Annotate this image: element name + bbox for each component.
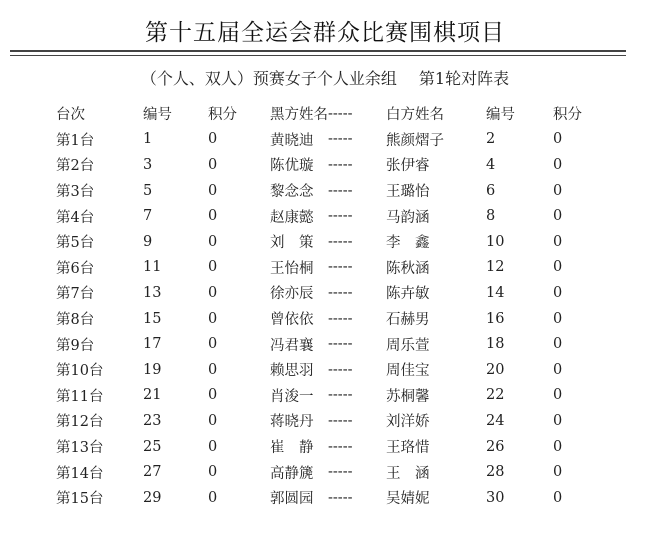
cell-separator: -----: [328, 208, 353, 225]
cell-black-no: 19: [143, 361, 162, 378]
table-body: [56, 127, 593, 511]
header-black-name: 黑方姓名: [270, 107, 328, 124]
cell-white-pts: 0: [553, 464, 563, 481]
cell-board: 第11台: [56, 388, 104, 405]
cell-white-name: 吴婧妮: [386, 491, 430, 508]
cell-board: 第4台: [56, 209, 95, 226]
table-row: [56, 434, 593, 460]
cell-white-pts: 0: [553, 233, 563, 250]
document-subtitle: [0, 66, 650, 89]
cell-white-pts: 0: [553, 387, 563, 404]
cell-separator: -----: [328, 259, 353, 276]
cell-white-name: 周佳宝: [386, 363, 430, 380]
cell-black-no: 17: [143, 336, 162, 353]
cell-white-name: 周乐萱: [386, 337, 430, 354]
cell-board: 第13台: [56, 440, 104, 457]
cell-white-pts: 0: [553, 438, 563, 455]
cell-black-name: 崔 静: [270, 440, 314, 457]
cell-white-no: 24: [486, 412, 505, 429]
cell-board: 第6台: [56, 260, 95, 277]
cell-separator: -----: [328, 489, 353, 506]
cell-black-pts: 0: [208, 464, 218, 481]
cell-white-pts: 0: [553, 336, 563, 353]
cell-black-name: 黎念念: [270, 184, 314, 201]
cell-black-pts: 0: [208, 387, 218, 404]
cell-white-name: 王 涵: [386, 465, 430, 482]
cell-white-pts: 0: [553, 208, 563, 225]
table-row: [56, 255, 593, 281]
cell-white-pts: 0: [553, 156, 563, 173]
header-white-pts: 积分: [553, 107, 582, 124]
cell-black-pts: 0: [208, 438, 218, 455]
table-row: [56, 357, 593, 383]
cell-black-name: 王怡桐: [270, 260, 314, 277]
cell-black-name: 赖思羽: [270, 363, 314, 380]
cell-black-no: 23: [143, 412, 162, 429]
cell-black-pts: 0: [208, 310, 218, 327]
table-row: [56, 203, 593, 229]
cell-black-pts: 0: [208, 489, 218, 506]
cell-white-pts: 0: [553, 284, 563, 301]
cell-white-no: 22: [486, 387, 505, 404]
cell-board: 第9台: [56, 337, 95, 354]
cell-white-no: 10: [486, 233, 505, 250]
header-separator: -----: [328, 105, 353, 122]
table-row: [56, 485, 593, 511]
cell-white-name: 陈卉敏: [386, 286, 430, 303]
cell-white-pts: 0: [553, 259, 563, 276]
cell-black-no: 1: [143, 131, 153, 148]
cell-black-pts: 0: [208, 208, 218, 225]
cell-separator: -----: [328, 361, 353, 378]
cell-white-name: 熊颜熠子: [386, 132, 444, 149]
cell-separator: -----: [328, 131, 353, 148]
cell-black-no: 13: [143, 284, 162, 301]
title-rule-thin: [10, 55, 626, 56]
cell-white-name: 王璐怡: [386, 184, 430, 201]
title-rule-thick: [10, 50, 626, 52]
cell-white-no: 20: [486, 361, 505, 378]
cell-white-pts: 0: [553, 182, 563, 199]
cell-separator: -----: [328, 284, 353, 301]
cell-black-pts: 0: [208, 361, 218, 378]
cell-black-no: 15: [143, 310, 162, 327]
cell-black-name: 黄晓迪: [270, 132, 314, 149]
cell-separator: -----: [328, 464, 353, 481]
cell-white-no: 8: [486, 208, 496, 225]
cell-white-no: 12: [486, 259, 505, 276]
cell-black-pts: 0: [208, 259, 218, 276]
cell-black-no: 29: [143, 489, 162, 506]
table-header-row: [56, 101, 593, 127]
cell-black-name: 冯君襄: [270, 337, 314, 354]
cell-board: 第2台: [56, 158, 95, 175]
cell-board: 第7台: [56, 286, 95, 303]
cell-white-name: 刘洋娇: [386, 414, 430, 431]
cell-black-name: 曾依依: [270, 312, 314, 329]
cell-black-name: 郭圆园: [270, 491, 314, 508]
header-black-no: 编号: [143, 107, 172, 124]
table-row: [56, 331, 593, 357]
cell-black-name: 高静篪: [270, 465, 314, 482]
cell-black-pts: 0: [208, 336, 218, 353]
cell-black-no: 11: [143, 259, 162, 276]
cell-black-no: 5: [143, 182, 153, 199]
cell-board: 第14台: [56, 465, 104, 482]
subtitle-round: 第1轮对阵表: [418, 69, 510, 88]
cell-white-no: 26: [486, 438, 505, 455]
cell-black-pts: 0: [208, 412, 218, 429]
cell-separator: -----: [328, 182, 353, 199]
cell-separator: -----: [328, 233, 353, 250]
cell-black-pts: 0: [208, 156, 218, 173]
cell-white-no: 4: [486, 156, 496, 173]
cell-black-name: 徐亦辰: [270, 286, 314, 303]
cell-black-no: 7: [143, 208, 153, 225]
cell-black-name: 赵康懿: [270, 209, 314, 226]
cell-white-no: 30: [486, 489, 505, 506]
cell-white-pts: 0: [553, 131, 563, 148]
cell-black-pts: 0: [208, 233, 218, 250]
table-row: [56, 229, 593, 255]
table-row: [56, 459, 593, 485]
table-row: [56, 306, 593, 332]
cell-board: 第12台: [56, 414, 104, 431]
header-white-name: 白方姓名: [386, 107, 444, 124]
cell-white-name: 王珞惜: [386, 440, 430, 457]
cell-board: 第10台: [56, 363, 104, 380]
cell-separator: -----: [328, 412, 353, 429]
cell-black-pts: 0: [208, 284, 218, 301]
table-row: [56, 178, 593, 204]
document-title: 第十五届全运会群众比赛围棋项目: [145, 20, 505, 46]
cell-separator: -----: [328, 156, 353, 173]
cell-white-no: 14: [486, 284, 505, 301]
cell-board: 第3台: [56, 184, 95, 201]
table-row: [56, 280, 593, 306]
cell-board: 第1台: [56, 132, 95, 149]
header-white-no: 编号: [486, 107, 515, 124]
header-board: 台次: [56, 107, 85, 124]
cell-white-no: 18: [486, 336, 505, 353]
cell-white-name: 马韵涵: [386, 209, 430, 226]
cell-black-name: 陈优璇: [270, 158, 314, 175]
cell-white-no: 6: [486, 182, 496, 199]
cell-white-name: 石赫男: [386, 312, 430, 329]
cell-black-no: 9: [143, 233, 153, 250]
cell-white-pts: 0: [553, 310, 563, 327]
cell-white-pts: 0: [553, 489, 563, 506]
cell-white-no: 16: [486, 310, 505, 327]
cell-white-pts: 0: [553, 412, 563, 429]
cell-white-pts: 0: [553, 361, 563, 378]
header-black-pts: 积分: [208, 107, 237, 124]
cell-white-no: 28: [486, 464, 505, 481]
subtitle-group: （个人、双人）预赛女子个人业余组: [140, 69, 397, 88]
cell-black-name: 蒋晓丹: [270, 414, 314, 431]
cell-black-name: 肖浚一: [270, 388, 314, 405]
cell-white-name: 李 鑫: [386, 235, 430, 252]
cell-board: 第5台: [56, 235, 95, 252]
table-row: [56, 383, 593, 409]
cell-white-name: 陈秋涵: [386, 260, 430, 277]
cell-white-name: 苏桐馨: [386, 388, 430, 405]
cell-board: 第8台: [56, 312, 95, 329]
table-row: [56, 152, 593, 178]
cell-black-pts: 0: [208, 182, 218, 199]
table-row: [56, 127, 593, 153]
cell-separator: -----: [328, 387, 353, 404]
cell-separator: -----: [328, 310, 353, 327]
cell-black-no: 27: [143, 464, 162, 481]
cell-separator: -----: [328, 336, 353, 353]
cell-black-no: 3: [143, 156, 153, 173]
pairings-table: [56, 101, 593, 511]
cell-separator: -----: [328, 438, 353, 455]
cell-black-no: 25: [143, 438, 162, 455]
cell-board: 第15台: [56, 491, 104, 508]
cell-white-name: 张伊睿: [386, 158, 430, 175]
cell-black-no: 21: [143, 387, 162, 404]
table-row: [56, 408, 593, 434]
cell-black-pts: 0: [208, 131, 218, 148]
cell-white-no: 2: [486, 131, 496, 148]
cell-black-name: 刘 策: [270, 235, 314, 252]
